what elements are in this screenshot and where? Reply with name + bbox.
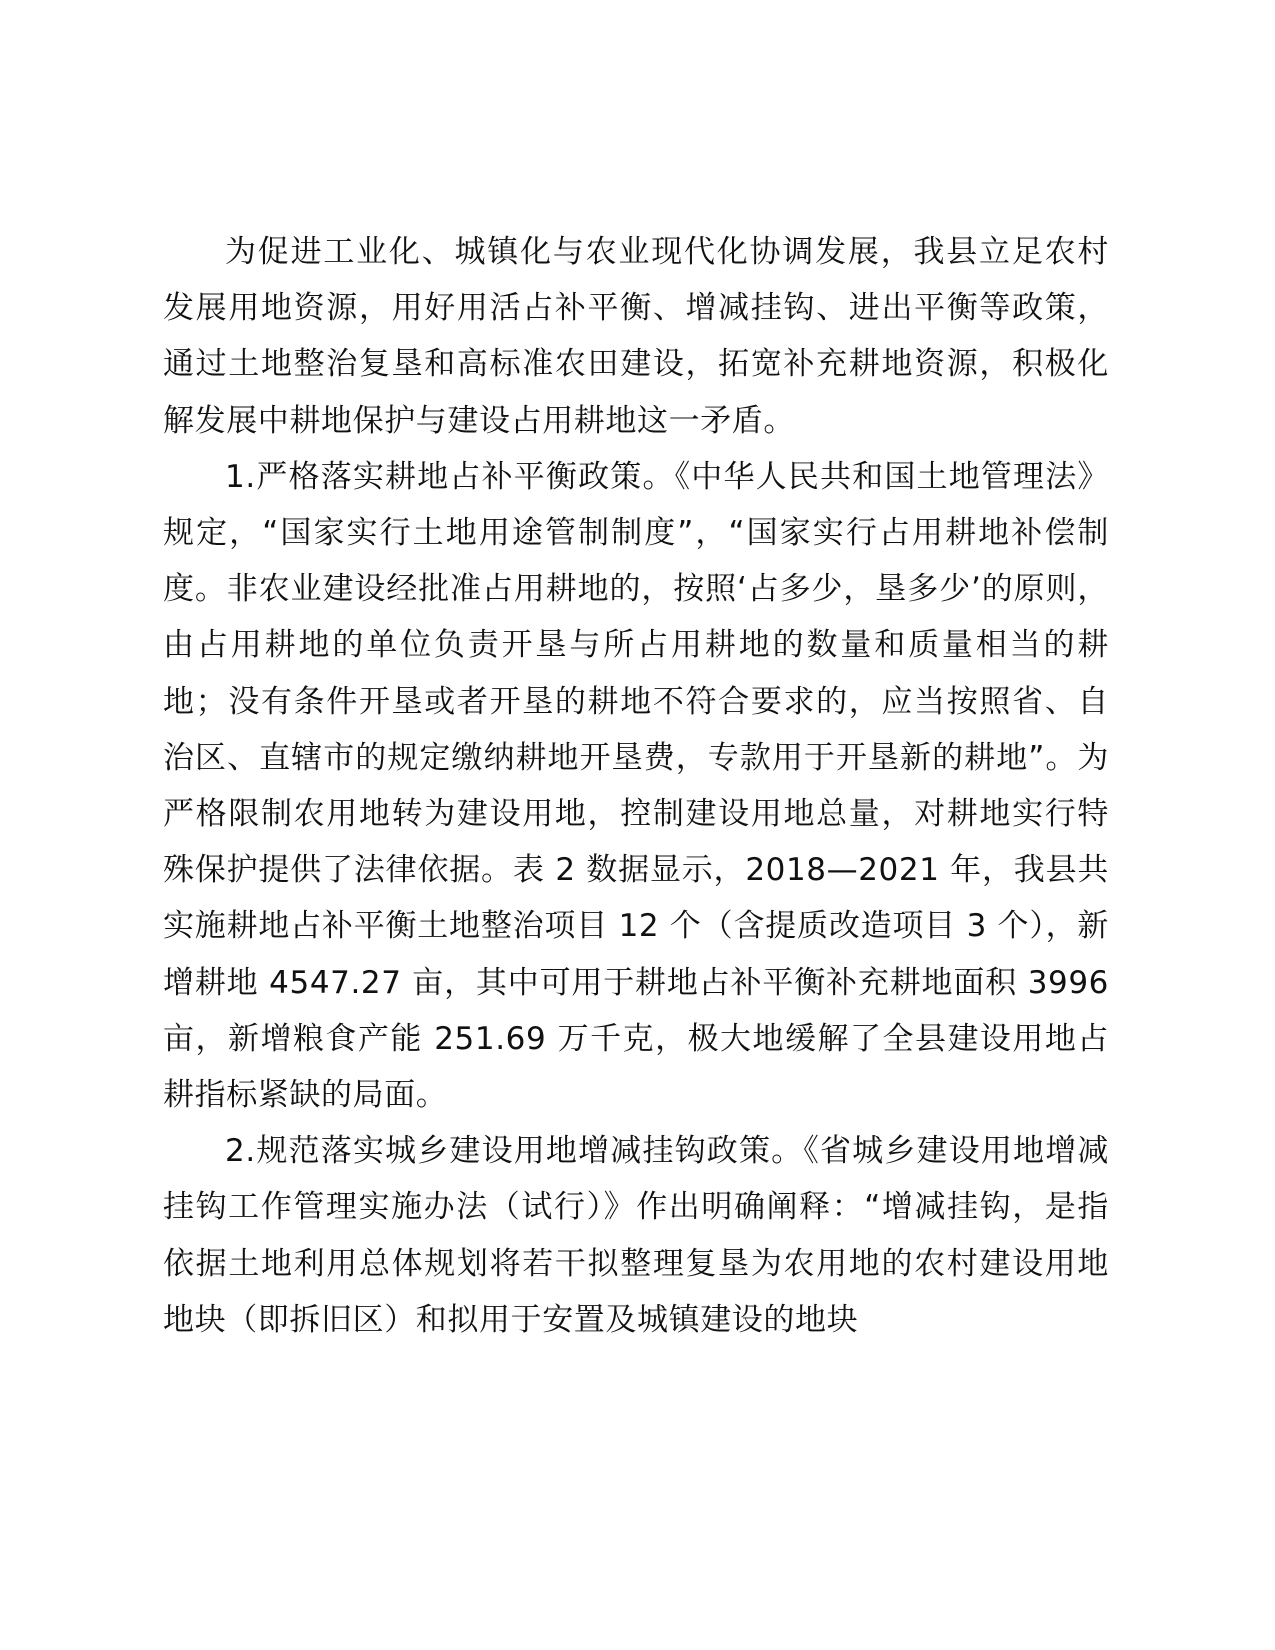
paragraph-land-linkage: 2.规范落实城乡建设用地增减挂钩政策。《省城乡建设用地增减挂钩工作管理实施办法（试行）》作出明确阐释：“增减挂钩，是指依据土地利用总体规划将若干拟整理复垦为农用地的农村建设用地地块（即拆旧区）和拟用于安置及城镇建设的地块 — [163, 1133, 1109, 1338]
body-text — [163, 224, 1120, 1348]
paragraph-intro: 为促进工业化、城镇化与农业现代化协调发展，我县立足农村发展用地资源，用好用活占补平衡、增减挂钩、进出平衡等政策，通过土地整治复垦和高标准农田建设，拓宽补充耕地资源，积极化解发展中耕地保护与建设占用耕地这一矛盾。 — [163, 234, 1109, 439]
paragraph-farmland-balance: 1.严格落实耕地占补平衡政策。《中华人民共和国土地管理法》规定，“国家实行土地用途管制制度”，“国家实行占用耕地补偿制度。非农业建设经批准占用耕地的，按照‘占多少，垦多少’的原则，由占用耕地的单位负责开垦与所占用耕地的数量和质量相当的耕地；没有条件开垦或者开垦的耕地不符合要求的，应当按照省、自治区、直辖市的规定缴纳耕地开垦费，专款用于开垦新的耕地”。为严格限制农用地转为建设用地，控制建设用地总量，对耕地实行特殊保护提供了法律依据。表 2 数据显示，2018—2021 年，我县共实施耕地占补平衡土地整治项目 12 个（含提质改造项目 3 个），新增耕地 4547.27 亩，其中可用于耕地占补平衡补充耕地面积 3996 亩，新增粮食产能 251.69 万千克，极大地缓解了全县建设用地占耕指标紧缺的局面。 — [163, 458, 1120, 1114]
